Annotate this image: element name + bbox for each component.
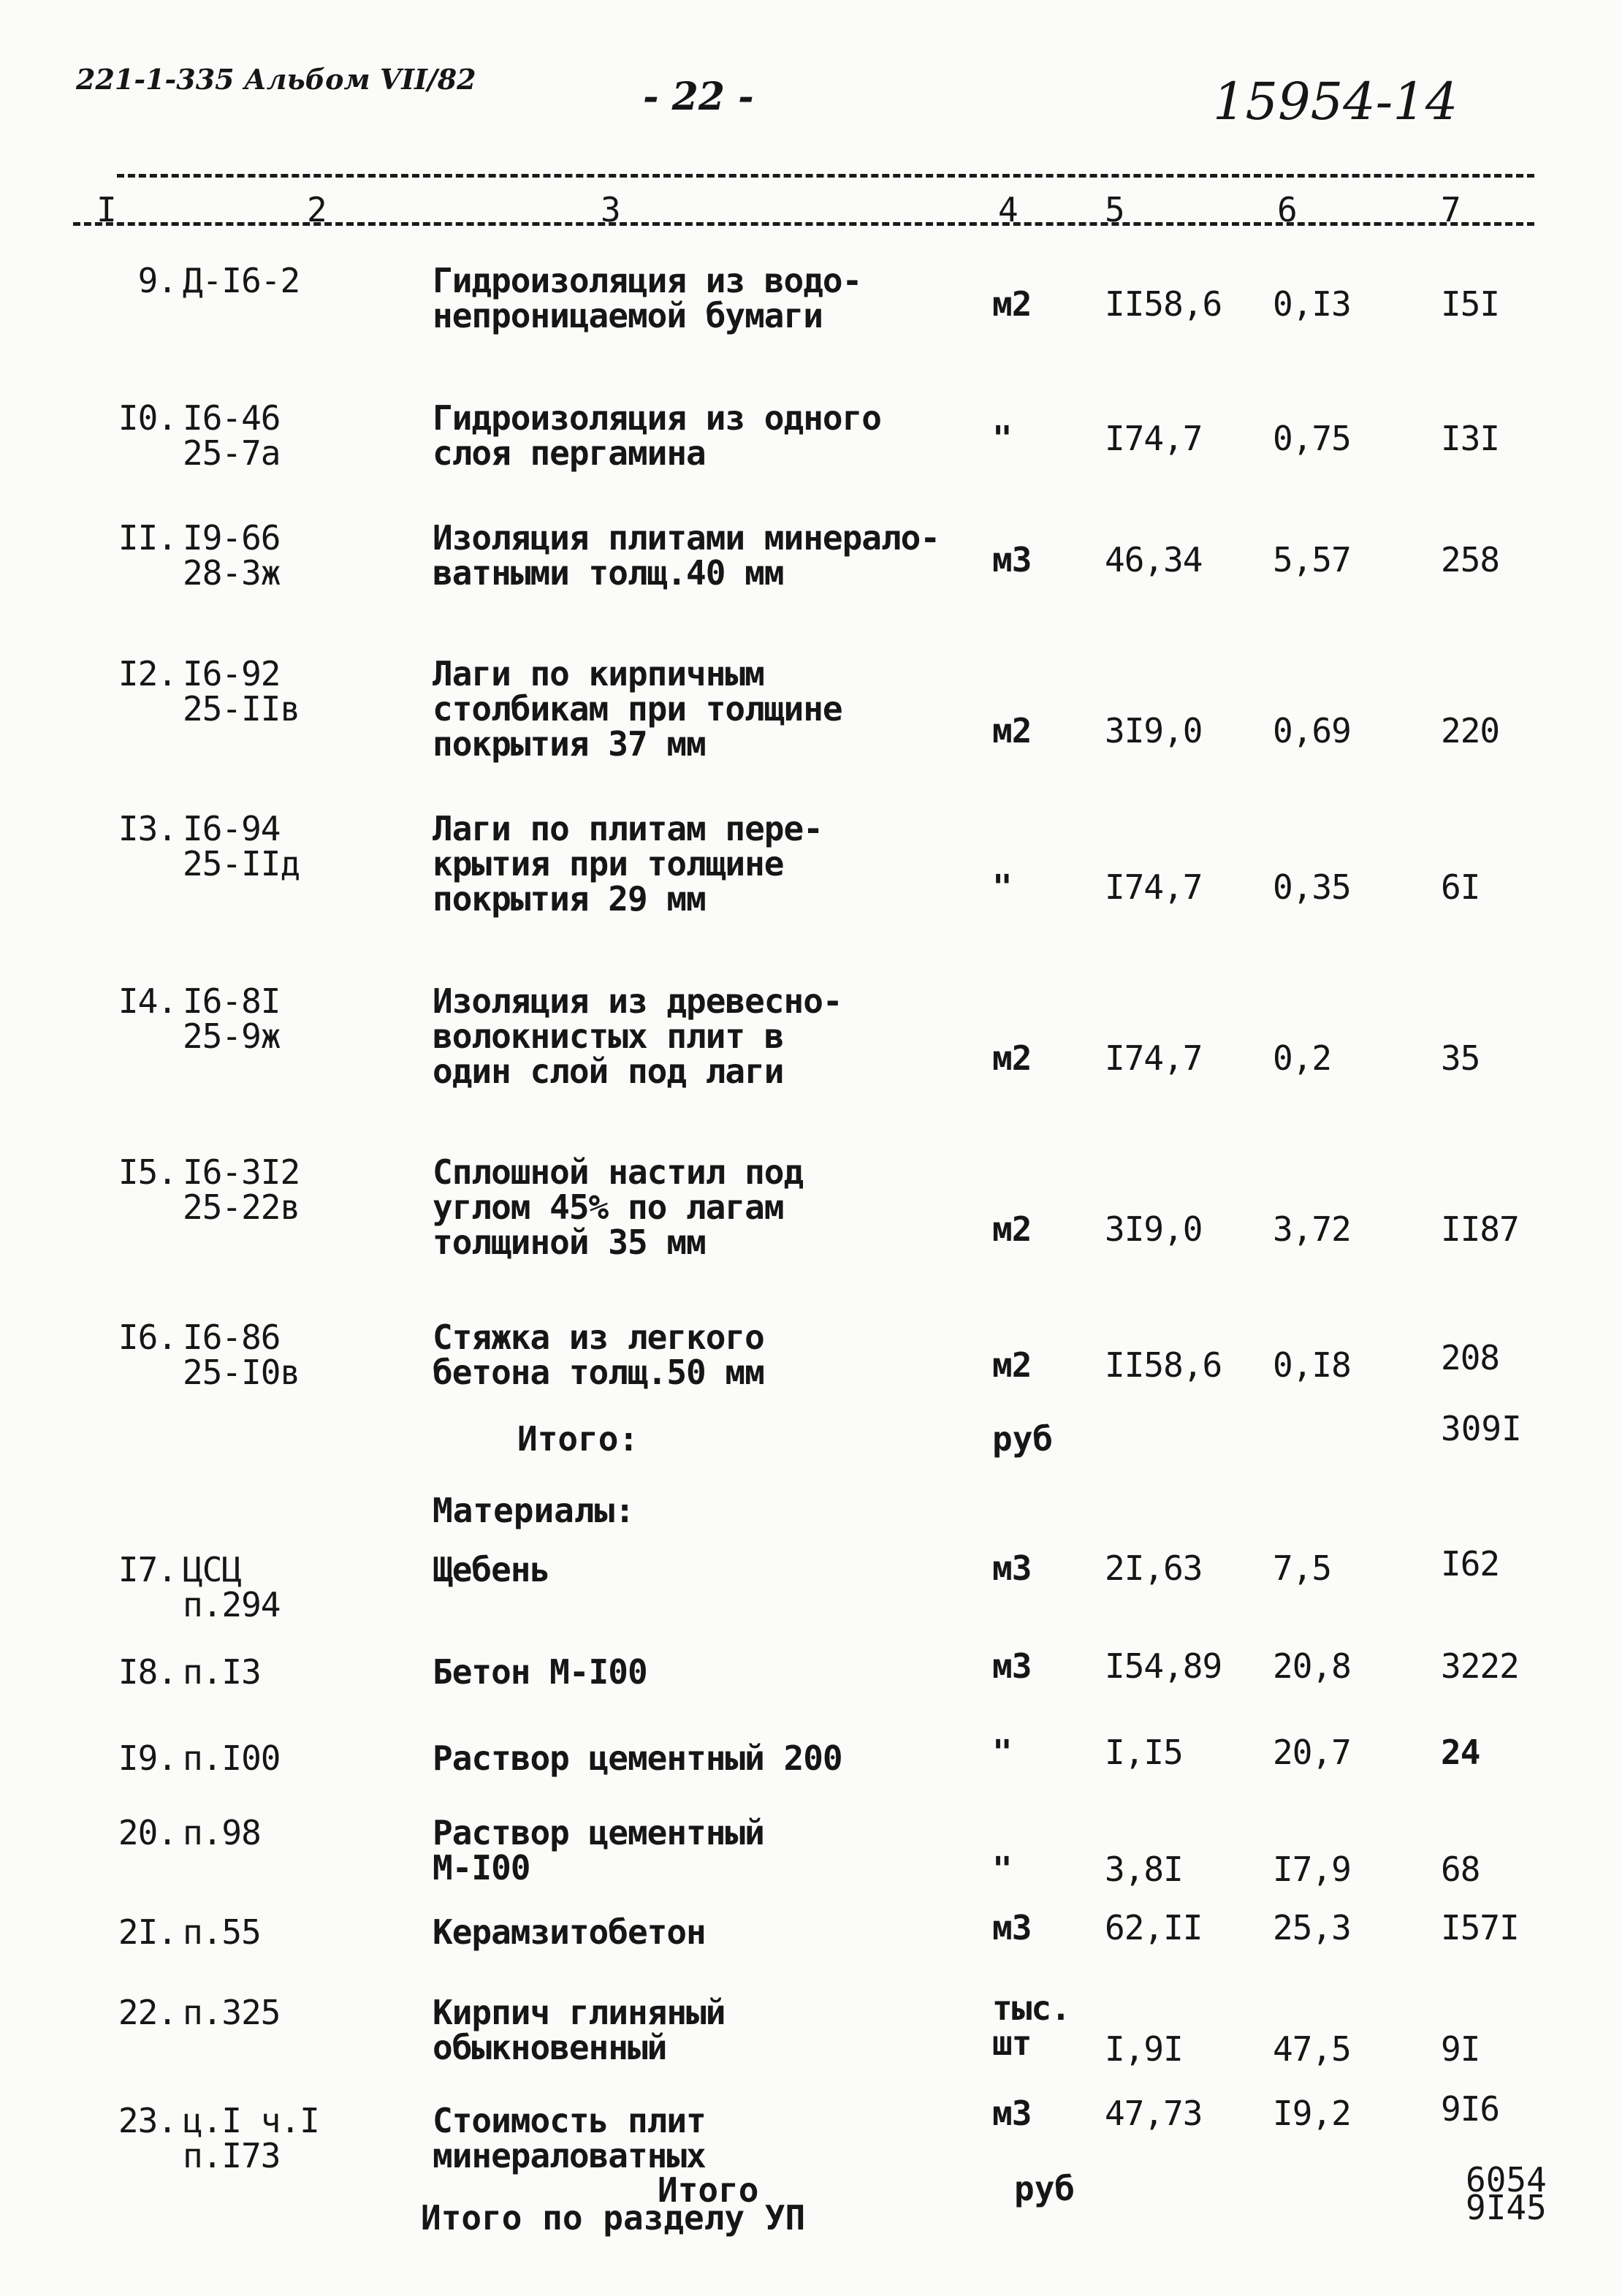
table-row	[0, 654, 1622, 764]
row-name: Раствор цементный 200	[433, 1738, 842, 1778]
row-price: 0,2	[1273, 1038, 1332, 1078]
row-unit: м3	[992, 2094, 1032, 2133]
row-name: Лаги по кирпичным столбикам при толщине покрытия 37 мм	[433, 654, 842, 764]
row-sum: 3222	[1441, 1646, 1519, 1686]
row-number: I3.	[118, 809, 177, 848]
row-quantity: I74,7	[1105, 867, 1203, 907]
row-name: Изоляция плитами минерало- ватными толщ.40 мм	[433, 518, 940, 593]
row-unit: м2	[992, 284, 1032, 324]
row-number: I7.	[118, 1550, 177, 1589]
row-price: 20,7	[1273, 1733, 1351, 1772]
row-quantity: 62,II	[1105, 1908, 1203, 1947]
row-code: п.98	[183, 1813, 261, 1852]
subtotal-sum: 309I	[1441, 1409, 1522, 1448]
row-number: 9.	[137, 261, 177, 300]
total-sum: 6054	[1466, 2160, 1547, 2200]
row-code: п.325	[183, 1993, 281, 2032]
row-number: 20.	[118, 1813, 177, 1852]
table-row	[0, 1813, 1622, 1889]
row-name: Бетон М-I00	[433, 1652, 647, 1692]
row-number: I2.	[118, 654, 177, 693]
row-unit: м3	[992, 1908, 1032, 1947]
row-name: Кирпич глиняный обыкновенный	[433, 1993, 726, 2067]
table-row	[0, 518, 1622, 593]
row-quantity: II58,6	[1105, 284, 1222, 324]
row-unit: м3	[992, 540, 1032, 579]
row-name: Раствор цементный М-I00	[433, 1813, 764, 1888]
row-price: 47,5	[1273, 2029, 1351, 2069]
row-unit: м3	[992, 1548, 1032, 1588]
row-price: I7,9	[1273, 1850, 1351, 1889]
column-number-6: 6	[1277, 190, 1298, 229]
row-code: I9-66 28-3ж	[183, 518, 281, 593]
row-sum: 208	[1441, 1338, 1500, 1377]
column-number-7: 7	[1441, 190, 1461, 229]
row-price: 0,I3	[1273, 284, 1351, 324]
row-quantity: 3,8I	[1105, 1850, 1183, 1889]
row-name: Щебень	[433, 1550, 550, 1589]
row-code: ц.I ч.I п.I73	[183, 2101, 319, 2175]
column-number-5: 5	[1105, 190, 1125, 229]
table-row	[0, 1544, 1622, 1624]
row-quantity: I,9I	[1105, 2029, 1183, 2069]
row-price: 0,35	[1273, 867, 1351, 907]
row-price: I9,2	[1273, 2094, 1351, 2133]
row-sum: 258	[1441, 540, 1500, 579]
row-sum: 9I6	[1441, 2089, 1500, 2129]
row-name: Гидроизоляция из одного слоя пергамина	[433, 398, 881, 473]
row-number: I9.	[118, 1738, 177, 1778]
row-quantity: 2I,63	[1105, 1548, 1203, 1588]
row-unit: м2	[992, 1345, 1032, 1385]
row-price: 0,75	[1273, 419, 1351, 458]
row-unit: тыс. шт	[992, 1988, 1070, 2063]
column-number-2: 2	[307, 190, 327, 229]
row-number: I0.	[118, 398, 177, 438]
row-name: Стяжка из легкого бетона толщ.50 мм	[433, 1318, 764, 1392]
column-number-1: I	[96, 190, 117, 229]
row-unit: м2	[992, 1038, 1032, 1078]
row-number: I8.	[118, 1652, 177, 1692]
total-label: Итого	[658, 2170, 759, 2210]
table-row	[0, 2089, 1622, 2175]
document-number: 15954-14	[1213, 72, 1458, 132]
table-row	[0, 398, 1622, 473]
row-code: п.I3	[183, 1652, 261, 1692]
row-price: 7,5	[1273, 1548, 1332, 1588]
row-code: I6-3I2 25-22в	[183, 1152, 300, 1227]
row-unit: м3	[992, 1646, 1032, 1686]
row-quantity: I74,7	[1105, 1038, 1203, 1078]
total-unit: руб	[1014, 2169, 1075, 2208]
section-total-sum: 9I45	[1466, 2188, 1547, 2227]
row-sum: I62	[1441, 1544, 1500, 1584]
column-number-3: 3	[601, 190, 621, 229]
table-row	[0, 261, 1622, 335]
row-price: 5,57	[1273, 540, 1351, 579]
row-number: I5.	[118, 1152, 177, 1192]
row-code: I6-86 25-I0в	[183, 1318, 300, 1392]
row-code: п.I00	[183, 1738, 281, 1778]
row-quantity: I,I5	[1105, 1733, 1183, 1772]
row-unit: м2	[992, 711, 1032, 750]
row-code: ЦСЦ п.294	[183, 1550, 281, 1624]
row-quantity: II58,6	[1105, 1345, 1222, 1385]
row-sum: 9I	[1441, 2029, 1480, 2069]
row-unit: "	[992, 1850, 1012, 1889]
subtotal-unit: руб	[992, 1419, 1054, 1459]
row-number: I6.	[118, 1318, 177, 1357]
page-number: - 22 -	[643, 75, 754, 119]
row-sum: 35	[1441, 1038, 1480, 1078]
row-sum: 68	[1441, 1850, 1480, 1889]
row-quantity: I54,89	[1105, 1646, 1222, 1686]
row-name: Гидроизоляция из водо- непроницаемой бумаги	[433, 261, 862, 335]
row-code: Д-I6-2	[183, 261, 300, 300]
row-sum: 220	[1441, 711, 1500, 750]
row-price: 20,8	[1273, 1646, 1351, 1686]
row-quantity: 3I9,0	[1105, 1209, 1203, 1249]
row-sum: I5I	[1441, 284, 1500, 324]
row-price: 3,72	[1273, 1209, 1351, 1249]
row-code: I6-92 25-IIв	[183, 654, 300, 729]
row-sum: I57I	[1441, 1908, 1519, 1947]
row-code: I6-94 25-IIд	[183, 809, 300, 883]
row-quantity: 46,34	[1105, 540, 1203, 579]
row-number: I4.	[118, 981, 177, 1021]
row-sum: II87	[1441, 1209, 1519, 1249]
row-name: Стоимость плит минераловатных	[433, 2101, 706, 2175]
row-number: 22.	[118, 1993, 177, 2032]
row-name: Лаги по плитам пере- крытия при толщине покрытия 29 мм	[433, 809, 823, 919]
row-unit: "	[992, 1733, 1012, 1772]
table-row	[0, 1646, 1622, 1692]
row-price: 0,I8	[1273, 1345, 1351, 1385]
column-number-4: 4	[998, 190, 1018, 229]
row-name: Керамзитобетон	[433, 1912, 706, 1952]
album-reference: 221-1-335 Альбом VII/82	[76, 63, 476, 96]
row-quantity: I74,7	[1105, 419, 1203, 458]
table-row	[0, 1988, 1622, 2069]
row-code: п.55	[183, 1912, 261, 1952]
row-unit: "	[992, 867, 1012, 907]
section-total-label: Итого по разделу УП	[421, 2198, 806, 2238]
row-name: Сплошной настил под углом 45% по лагам толщиной 35 мм	[433, 1152, 804, 1262]
row-number: II.	[118, 518, 177, 558]
row-price: 25,3	[1273, 1908, 1351, 1947]
row-code: I6-46 25-7а	[183, 398, 281, 473]
subtotal-label: Итого:	[517, 1419, 639, 1459]
table-row	[0, 809, 1622, 919]
row-sum: I3I	[1441, 419, 1500, 458]
row-code: I6-8I 25-9ж	[183, 981, 281, 1056]
row-name: Изоляция из древесно- волокнистых плит в один слой под лаги	[433, 981, 842, 1091]
materials-heading: Материалы:	[433, 1491, 635, 1530]
row-unit: м2	[992, 1209, 1032, 1249]
row-price: 0,69	[1273, 711, 1351, 750]
row-quantity: 47,73	[1105, 2094, 1203, 2133]
row-quantity: 3I9,0	[1105, 711, 1203, 750]
row-number: 23.	[118, 2101, 177, 2140]
row-unit: "	[992, 419, 1012, 458]
row-sum: 24	[1441, 1733, 1480, 1772]
row-sum: 6I	[1441, 867, 1480, 907]
row-number: 2I.	[118, 1912, 177, 1952]
